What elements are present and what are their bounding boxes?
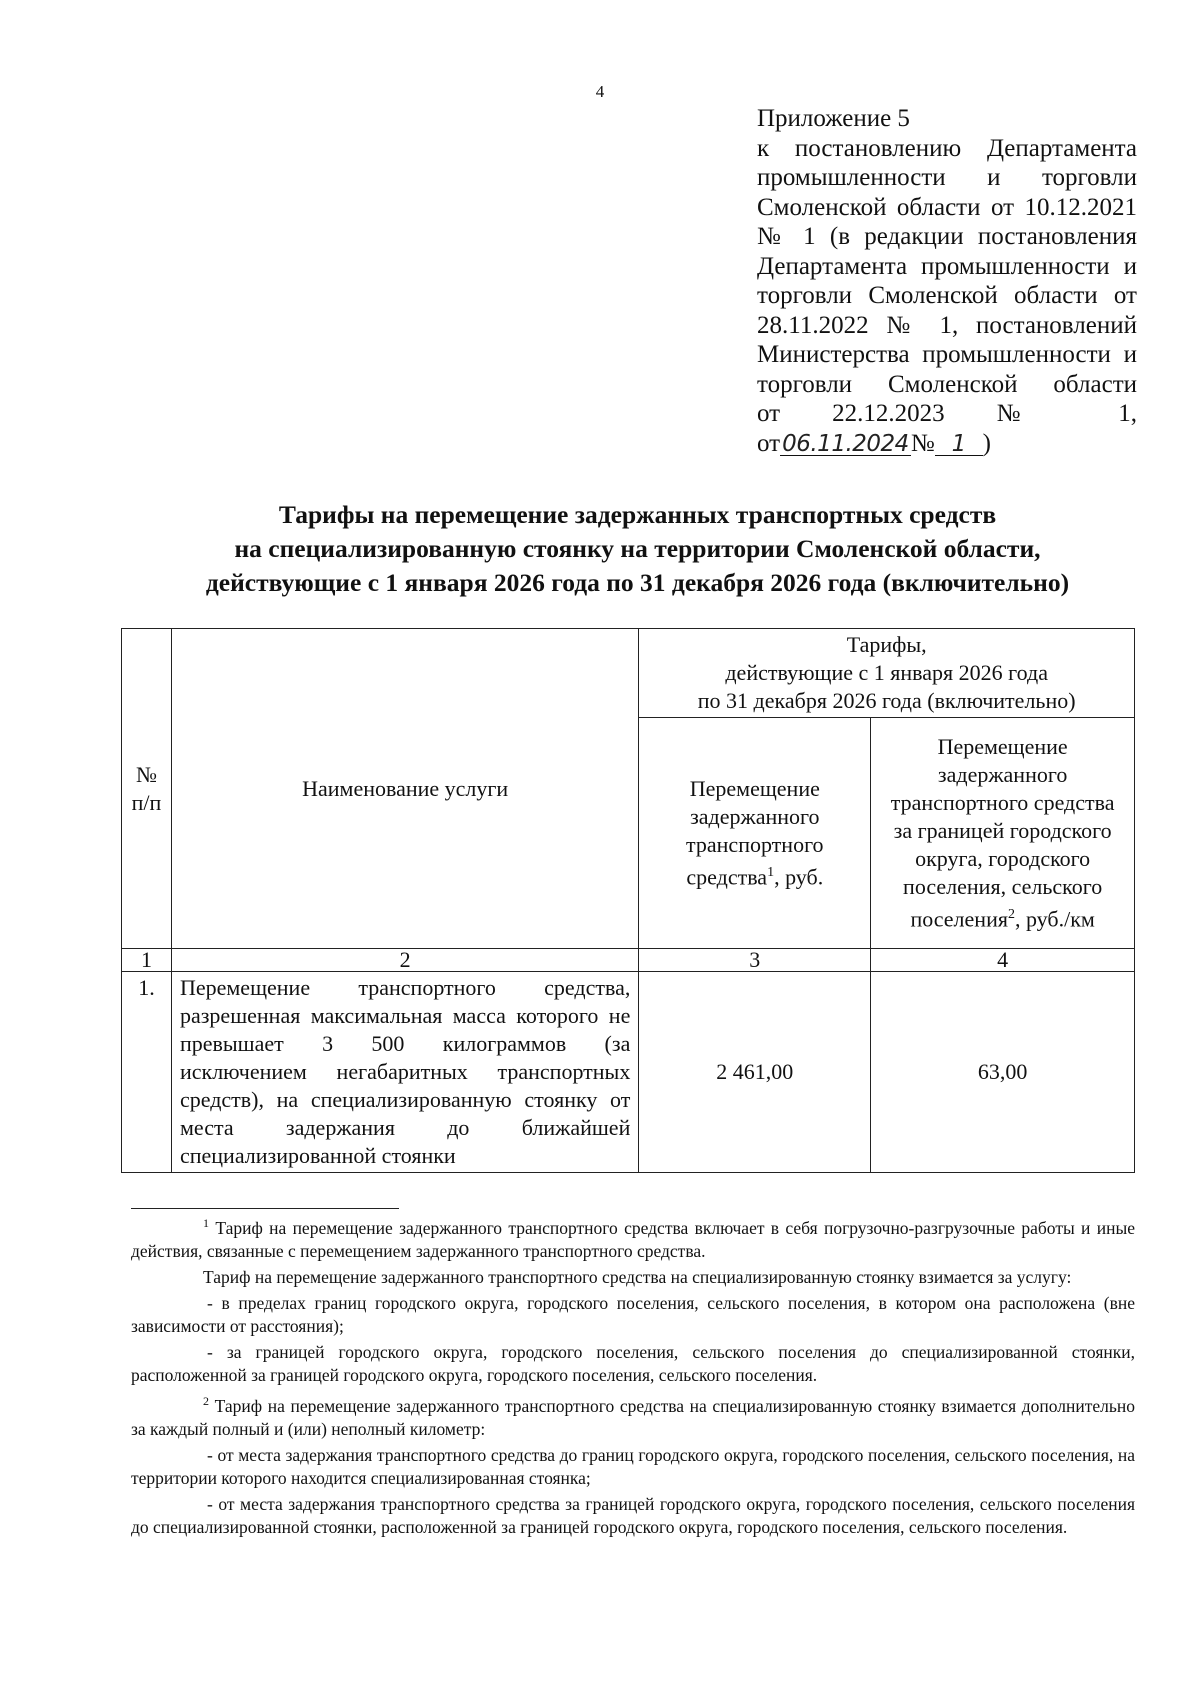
footnote-separator	[131, 1208, 399, 1209]
appendix-line: от 22.12.2023 № 1,	[757, 400, 1137, 427]
footnote: - за границей городского округа, городского поселения, сельского поселения до специализированной стоянки, расположенной за границей городского округа, городского поселения, сельского поселения.	[131, 1341, 1135, 1385]
appendix-line: Приложение 5	[757, 105, 910, 132]
table-row	[122, 972, 1135, 1173]
appendix-line: торговли Смоленской области от	[757, 282, 1137, 309]
row-num: 1.	[122, 972, 172, 1173]
appendix-line: 28.11.2022 № 1, постановлений	[757, 311, 1137, 339]
table-header-row	[122, 629, 1135, 718]
header-num: № п/п	[122, 629, 172, 949]
row-service: Перемещение транспортного средства, разрешенная максимальная масса которого не превышает 3 500 килограммов (за исключением негабаритных транспортных средств), на специализированную стоянку от места задержания до ближайшей специализированной стоянки	[171, 972, 638, 1173]
title-line: на специализированную стоянку на территории Смоленской области,	[234, 534, 1041, 563]
appendix-line: Департамента промышленности и	[757, 252, 1137, 280]
title-line: Тарифы на перемещение задержанных транспортных средств	[278, 500, 997, 529]
header-col3: Перемещение задержанного транспортного средства$^1$, руб.	[639, 718, 871, 949]
appendix-last-line	[757, 429, 1137, 459]
footnote: - от места задержания транспортного средства за границей городского округа, городского поселения, сельского поселения до специализированной стоянки, расположенной за границей городского округа, городского поселения, сельского поселения.	[131, 1493, 1135, 1537]
closing-paren: )	[982, 429, 991, 457]
row-tariff: 2 461,00	[639, 972, 871, 1173]
column-number: 2	[171, 949, 638, 972]
appendix-line: к постановлению Департамента	[757, 134, 1137, 162]
title-line: действующие с 1 января 2026 года по 31 декабря 2026 года (включительно)	[205, 568, 1070, 597]
header-tariffs-group: Тарифы, действующие с 1 января 2026 года по 31 декабря 2026 года (включительно)	[639, 629, 1135, 718]
column-number-row	[122, 949, 1135, 972]
appendix-line: Смоленской области от 10.12.2021	[757, 193, 1137, 221]
footnote: - в пределах границ городского округа, городского поселения, сельского поселения, в котором она расположена (вне зависимости от расстояния);	[131, 1292, 1135, 1336]
handwritten-date: 06.11.2024	[782, 430, 909, 457]
handwritten-number: 1	[951, 430, 966, 457]
footnotes	[131, 1212, 1135, 1542]
row-tariff-per-km: 63,00	[871, 972, 1135, 1173]
footnote: $^2$ Тариф на перемещение задержанного транспортного средства на специализированную стоянку взимается дополнительно за каждый полный и (или) неполный километр:	[131, 1393, 1135, 1439]
appendix-header	[757, 104, 1137, 458]
appendix-line: торговли Смоленской области	[757, 370, 1137, 398]
document-title	[120, 498, 1155, 600]
header-col4: Перемещение задержанного транспортного средства за границей городского округа, городского поселения, сельского поселения$^2$, руб./км	[871, 718, 1135, 949]
footnote: - от места задержания транспортного средства до границ городского округа, городского поселения, сельского поселения, на территории которого находится специализированная стоянка;	[131, 1444, 1135, 1488]
number-sign: №	[910, 429, 935, 457]
footnote: $^1$ Тариф на перемещение задержанного транспортного средства включает в себя погрузочно-разгрузочные работы и иные действия, связанные с перемещением задержанного транспортного средства.	[131, 1216, 1135, 1261]
appendix-line: Министерства промышленности и	[757, 341, 1137, 368]
column-number: 1	[122, 949, 172, 972]
appendix-line: промышленности и торговли	[757, 164, 1137, 191]
tariffs-table	[121, 628, 1135, 1173]
footnote: Тариф на перемещение задержанного транспортного средства на специализированную стоянку взимается за услугу:	[203, 1266, 1072, 1287]
column-number: 4	[871, 949, 1135, 972]
appendix-line: № 1 (в редакции постановления	[757, 223, 1137, 250]
page-number: 4	[595, 82, 605, 101]
column-number: 3	[639, 949, 871, 972]
appendix-prefix: от	[757, 429, 781, 457]
header-service-name: Наименование услуги	[171, 629, 638, 949]
